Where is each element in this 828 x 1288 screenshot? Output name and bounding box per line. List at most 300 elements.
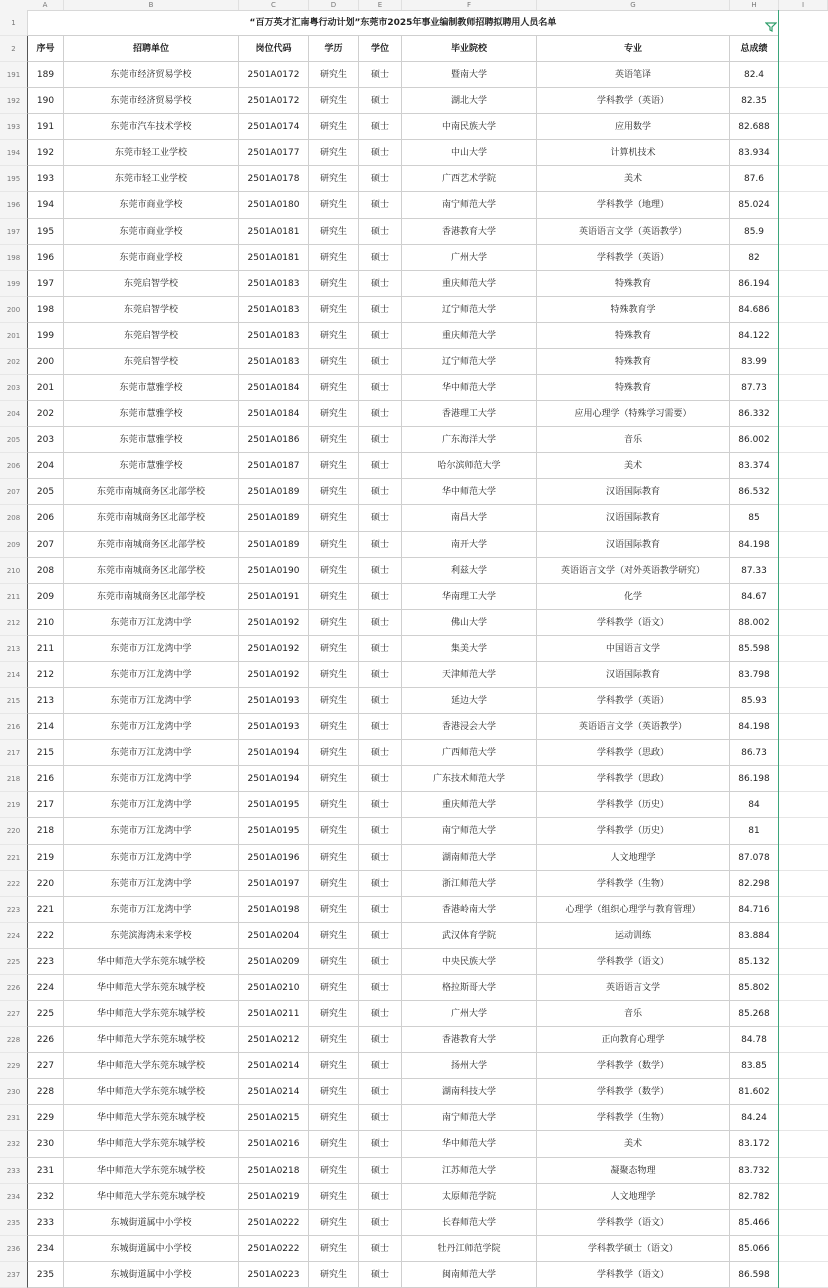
- empty-cell[interactable]: [779, 453, 828, 479]
- education-cell[interactable]: 研究生: [309, 1158, 359, 1184]
- unit-cell[interactable]: 东莞市经济贸易学校: [64, 88, 239, 114]
- post-code-cell[interactable]: 2501A0214: [239, 1079, 309, 1105]
- degree-cell[interactable]: 硕士: [359, 714, 402, 740]
- unit-cell[interactable]: 华中师范大学东莞东城学校: [64, 1184, 239, 1210]
- row-number[interactable]: 207: [0, 479, 27, 505]
- school-cell[interactable]: 香港浸会大学: [402, 714, 537, 740]
- unit-cell[interactable]: 东莞启智学校: [64, 323, 239, 349]
- education-cell[interactable]: 研究生: [309, 1001, 359, 1027]
- score-cell[interactable]: 83.884: [730, 923, 779, 949]
- unit-cell[interactable]: 东莞滨海湾未来学校: [64, 923, 239, 949]
- major-cell[interactable]: 音乐: [537, 427, 730, 453]
- row-number[interactable]: 218: [0, 766, 27, 792]
- row-number[interactable]: 231: [0, 1105, 27, 1131]
- column-letter-e[interactable]: E: [359, 0, 402, 10]
- score-cell[interactable]: 83.732: [730, 1158, 779, 1184]
- score-cell[interactable]: 86.598: [730, 1262, 779, 1288]
- post-code-cell[interactable]: 2501A0195: [239, 818, 309, 844]
- education-cell[interactable]: 研究生: [309, 62, 359, 88]
- score-cell[interactable]: 85: [730, 505, 779, 531]
- score-cell[interactable]: 88.002: [730, 610, 779, 636]
- empty-cell[interactable]: [779, 1131, 828, 1157]
- degree-cell[interactable]: 硕士: [359, 1210, 402, 1236]
- serial-cell[interactable]: 206: [27, 505, 64, 531]
- post-code-cell[interactable]: 2501A0222: [239, 1210, 309, 1236]
- major-cell[interactable]: 英语语言文学（英语教学）: [537, 219, 730, 245]
- major-cell[interactable]: 英语语言文学（英语教学）: [537, 714, 730, 740]
- unit-cell[interactable]: 华中师范大学东莞东城学校: [64, 1001, 239, 1027]
- post-code-cell[interactable]: 2501A0214: [239, 1053, 309, 1079]
- post-code-cell[interactable]: 2501A0204: [239, 923, 309, 949]
- school-cell[interactable]: 佛山大学: [402, 610, 537, 636]
- major-cell[interactable]: 学科教学（语文）: [537, 1262, 730, 1288]
- empty-cell[interactable]: [779, 897, 828, 923]
- empty-cell[interactable]: [779, 245, 828, 271]
- education-cell[interactable]: 研究生: [309, 114, 359, 140]
- degree-cell[interactable]: 硕士: [359, 219, 402, 245]
- score-cell[interactable]: 86.198: [730, 766, 779, 792]
- unit-cell[interactable]: 东莞市万江龙湾中学: [64, 792, 239, 818]
- column-header-major[interactable]: 专业: [537, 36, 730, 62]
- serial-cell[interactable]: 228: [27, 1079, 64, 1105]
- unit-cell[interactable]: 华中师范大学东莞东城学校: [64, 1105, 239, 1131]
- post-code-cell[interactable]: 2501A0192: [239, 662, 309, 688]
- serial-cell[interactable]: 224: [27, 975, 64, 1001]
- sheet-title[interactable]: “百万英才汇南粤行动计划”东莞市2025年事业编制教师招聘拟聘用人员名单: [27, 10, 779, 36]
- unit-cell[interactable]: 华中师范大学东莞东城学校: [64, 1131, 239, 1157]
- unit-cell[interactable]: 东莞市万江龙湾中学: [64, 636, 239, 662]
- school-cell[interactable]: 江苏师范大学: [402, 1158, 537, 1184]
- education-cell[interactable]: 研究生: [309, 818, 359, 844]
- row-number[interactable]: 203: [0, 375, 27, 401]
- education-cell[interactable]: 研究生: [309, 349, 359, 375]
- serial-cell[interactable]: 211: [27, 636, 64, 662]
- empty-cell[interactable]: [779, 192, 828, 218]
- major-cell[interactable]: 特殊教育: [537, 375, 730, 401]
- post-code-cell[interactable]: 2501A0195: [239, 792, 309, 818]
- row-number[interactable]: 201: [0, 323, 27, 349]
- score-cell[interactable]: 84: [730, 792, 779, 818]
- empty-cell[interactable]: [779, 1236, 828, 1262]
- serial-cell[interactable]: 222: [27, 923, 64, 949]
- major-cell[interactable]: 学科教学（生物）: [537, 1105, 730, 1131]
- row-number[interactable]: 214: [0, 662, 27, 688]
- major-cell[interactable]: 计算机技术: [537, 140, 730, 166]
- unit-cell[interactable]: 东莞市商业学校: [64, 245, 239, 271]
- school-cell[interactable]: 格拉斯哥大学: [402, 975, 537, 1001]
- score-cell[interactable]: 83.85: [730, 1053, 779, 1079]
- row-number[interactable]: 209: [0, 532, 27, 558]
- degree-cell[interactable]: 硕士: [359, 427, 402, 453]
- degree-cell[interactable]: 硕士: [359, 505, 402, 531]
- degree-cell[interactable]: 硕士: [359, 584, 402, 610]
- serial-cell[interactable]: 232: [27, 1184, 64, 1210]
- score-cell[interactable]: 82.298: [730, 871, 779, 897]
- serial-cell[interactable]: 202: [27, 401, 64, 427]
- degree-cell[interactable]: 硕士: [359, 88, 402, 114]
- row-number[interactable]: 226: [0, 975, 27, 1001]
- empty-cell[interactable]: [779, 479, 828, 505]
- degree-cell[interactable]: 硕士: [359, 62, 402, 88]
- major-cell[interactable]: 学科教学（历史）: [537, 792, 730, 818]
- education-cell[interactable]: 研究生: [309, 714, 359, 740]
- unit-cell[interactable]: 东莞市轻工业学校: [64, 166, 239, 192]
- school-cell[interactable]: 太原师范学院: [402, 1184, 537, 1210]
- major-cell[interactable]: 正向教育心理学: [537, 1027, 730, 1053]
- education-cell[interactable]: 研究生: [309, 740, 359, 766]
- school-cell[interactable]: 广东技术师范大学: [402, 766, 537, 792]
- column-letter-g[interactable]: G: [537, 0, 730, 10]
- row-number[interactable]: 217: [0, 740, 27, 766]
- column-header-unit[interactable]: 招聘单位: [64, 36, 239, 62]
- unit-cell[interactable]: 东莞市万江龙湾中学: [64, 740, 239, 766]
- empty-cell[interactable]: [779, 62, 828, 88]
- empty-cell[interactable]: [779, 1105, 828, 1131]
- major-cell[interactable]: 英语语言文学: [537, 975, 730, 1001]
- education-cell[interactable]: 研究生: [309, 975, 359, 1001]
- major-cell[interactable]: 英语语言文学（对外英语教学研究）: [537, 558, 730, 584]
- degree-cell[interactable]: 硕士: [359, 871, 402, 897]
- column-letter-i[interactable]: I: [779, 0, 828, 10]
- post-code-cell[interactable]: 2501A0186: [239, 427, 309, 453]
- column-header-score[interactable]: 总成绩: [730, 36, 779, 62]
- school-cell[interactable]: 哈尔滨师范大学: [402, 453, 537, 479]
- degree-cell[interactable]: 硕士: [359, 923, 402, 949]
- serial-cell[interactable]: 200: [27, 349, 64, 375]
- score-cell[interactable]: 84.122: [730, 323, 779, 349]
- post-code-cell[interactable]: 2501A0212: [239, 1027, 309, 1053]
- major-cell[interactable]: 学科教学（语文）: [537, 949, 730, 975]
- degree-cell[interactable]: 硕士: [359, 688, 402, 714]
- empty-cell[interactable]: [779, 923, 828, 949]
- column-header-serial[interactable]: 序号: [27, 36, 64, 62]
- degree-cell[interactable]: 硕士: [359, 1236, 402, 1262]
- school-cell[interactable]: 湖北大学: [402, 88, 537, 114]
- score-cell[interactable]: 85.132: [730, 949, 779, 975]
- score-cell[interactable]: 84.198: [730, 532, 779, 558]
- school-cell[interactable]: 广东海洋大学: [402, 427, 537, 453]
- degree-cell[interactable]: 硕士: [359, 114, 402, 140]
- post-code-cell[interactable]: 2501A0193: [239, 714, 309, 740]
- education-cell[interactable]: 研究生: [309, 584, 359, 610]
- education-cell[interactable]: 研究生: [309, 271, 359, 297]
- row-number[interactable]: 229: [0, 1053, 27, 1079]
- unit-cell[interactable]: 东莞市万江龙湾中学: [64, 688, 239, 714]
- row-number[interactable]: 208: [0, 505, 27, 531]
- score-cell[interactable]: 82.35: [730, 88, 779, 114]
- serial-cell[interactable]: 220: [27, 871, 64, 897]
- column-letter-f[interactable]: F: [402, 0, 537, 10]
- major-cell[interactable]: 学科教学（数学）: [537, 1053, 730, 1079]
- empty-cell[interactable]: [779, 1001, 828, 1027]
- empty-cell[interactable]: [779, 219, 828, 245]
- unit-cell[interactable]: 东莞市万江龙湾中学: [64, 714, 239, 740]
- major-cell[interactable]: 音乐: [537, 1001, 730, 1027]
- empty-cell[interactable]: [779, 166, 828, 192]
- score-cell[interactable]: 83.934: [730, 140, 779, 166]
- serial-cell[interactable]: 196: [27, 245, 64, 271]
- serial-cell[interactable]: 190: [27, 88, 64, 114]
- filter-icon[interactable]: [765, 22, 777, 32]
- major-cell[interactable]: 学科教学（语文）: [537, 610, 730, 636]
- empty-cell[interactable]: [779, 1210, 828, 1236]
- education-cell[interactable]: 研究生: [309, 88, 359, 114]
- row-number[interactable]: 206: [0, 453, 27, 479]
- serial-cell[interactable]: 195: [27, 219, 64, 245]
- degree-cell[interactable]: 硕士: [359, 792, 402, 818]
- unit-cell[interactable]: 东莞市慧雅学校: [64, 427, 239, 453]
- school-cell[interactable]: 华中师范大学: [402, 375, 537, 401]
- row-number[interactable]: 197: [0, 219, 27, 245]
- school-cell[interactable]: 牡丹江师范学院: [402, 1236, 537, 1262]
- post-code-cell[interactable]: 2501A0197: [239, 871, 309, 897]
- major-cell[interactable]: 汉语国际教育: [537, 532, 730, 558]
- unit-cell[interactable]: 华中师范大学东莞东城学校: [64, 1158, 239, 1184]
- serial-cell[interactable]: 212: [27, 662, 64, 688]
- score-cell[interactable]: 84.67: [730, 584, 779, 610]
- school-cell[interactable]: 中南民族大学: [402, 114, 537, 140]
- degree-cell[interactable]: 硕士: [359, 297, 402, 323]
- education-cell[interactable]: 研究生: [309, 662, 359, 688]
- serial-cell[interactable]: 223: [27, 949, 64, 975]
- score-cell[interactable]: 82.4: [730, 62, 779, 88]
- row-number[interactable]: 210: [0, 558, 27, 584]
- serial-cell[interactable]: 198: [27, 297, 64, 323]
- degree-cell[interactable]: 硕士: [359, 1053, 402, 1079]
- row-number[interactable]: 235: [0, 1210, 27, 1236]
- major-cell[interactable]: 人文地理学: [537, 845, 730, 871]
- education-cell[interactable]: 研究生: [309, 479, 359, 505]
- unit-cell[interactable]: 东莞市慧雅学校: [64, 453, 239, 479]
- degree-cell[interactable]: 硕士: [359, 766, 402, 792]
- score-cell[interactable]: 84.24: [730, 1105, 779, 1131]
- education-cell[interactable]: 研究生: [309, 845, 359, 871]
- degree-cell[interactable]: 硕士: [359, 166, 402, 192]
- score-cell[interactable]: 86.532: [730, 479, 779, 505]
- empty-cell[interactable]: [779, 297, 828, 323]
- education-cell[interactable]: 研究生: [309, 532, 359, 558]
- row-number[interactable]: 194: [0, 140, 27, 166]
- unit-cell[interactable]: 东莞市万江龙湾中学: [64, 845, 239, 871]
- empty-cell[interactable]: [779, 36, 828, 62]
- serial-cell[interactable]: 207: [27, 532, 64, 558]
- post-code-cell[interactable]: 2501A0174: [239, 114, 309, 140]
- degree-cell[interactable]: 硕士: [359, 1027, 402, 1053]
- degree-cell[interactable]: 硕士: [359, 1131, 402, 1157]
- column-letter-c[interactable]: C: [239, 0, 309, 10]
- row-number[interactable]: 198: [0, 245, 27, 271]
- row-number[interactable]: 192: [0, 88, 27, 114]
- column-letter-d[interactable]: D: [309, 0, 359, 10]
- unit-cell[interactable]: 东莞市万江龙湾中学: [64, 897, 239, 923]
- school-cell[interactable]: 浙江师范大学: [402, 871, 537, 897]
- education-cell[interactable]: 研究生: [309, 949, 359, 975]
- serial-cell[interactable]: 225: [27, 1001, 64, 1027]
- score-cell[interactable]: 84.686: [730, 297, 779, 323]
- major-cell[interactable]: 美术: [537, 1131, 730, 1157]
- post-code-cell[interactable]: 2501A0172: [239, 62, 309, 88]
- school-cell[interactable]: 辽宁师范大学: [402, 349, 537, 375]
- school-cell[interactable]: 中央民族大学: [402, 949, 537, 975]
- serial-cell[interactable]: 189: [27, 62, 64, 88]
- education-cell[interactable]: 研究生: [309, 1210, 359, 1236]
- school-cell[interactable]: 重庆师范大学: [402, 792, 537, 818]
- row-number[interactable]: 2: [0, 36, 27, 62]
- post-code-cell[interactable]: 2501A0222: [239, 1236, 309, 1262]
- degree-cell[interactable]: 硕士: [359, 975, 402, 1001]
- major-cell[interactable]: 美术: [537, 453, 730, 479]
- post-code-cell[interactable]: 2501A0210: [239, 975, 309, 1001]
- empty-cell[interactable]: [779, 766, 828, 792]
- serial-cell[interactable]: 226: [27, 1027, 64, 1053]
- major-cell[interactable]: 特殊教育: [537, 323, 730, 349]
- education-cell[interactable]: 研究生: [309, 192, 359, 218]
- score-cell[interactable]: 83.798: [730, 662, 779, 688]
- school-cell[interactable]: 广西艺术学院: [402, 166, 537, 192]
- score-cell[interactable]: 86.002: [730, 427, 779, 453]
- column-header-school[interactable]: 毕业院校: [402, 36, 537, 62]
- school-cell[interactable]: 延边大学: [402, 688, 537, 714]
- degree-cell[interactable]: 硕士: [359, 375, 402, 401]
- unit-cell[interactable]: 华中师范大学东莞东城学校: [64, 1027, 239, 1053]
- empty-cell[interactable]: [779, 1184, 828, 1210]
- major-cell[interactable]: 学科教学（历史）: [537, 818, 730, 844]
- degree-cell[interactable]: 硕士: [359, 453, 402, 479]
- score-cell[interactable]: 84.198: [730, 714, 779, 740]
- score-cell[interactable]: 83.172: [730, 1131, 779, 1157]
- major-cell[interactable]: 凝聚态物理: [537, 1158, 730, 1184]
- empty-cell[interactable]: [779, 714, 828, 740]
- serial-cell[interactable]: 227: [27, 1053, 64, 1079]
- education-cell[interactable]: 研究生: [309, 558, 359, 584]
- empty-cell[interactable]: [779, 140, 828, 166]
- empty-cell[interactable]: [779, 1158, 828, 1184]
- serial-cell[interactable]: 213: [27, 688, 64, 714]
- education-cell[interactable]: 研究生: [309, 1131, 359, 1157]
- row-number[interactable]: 221: [0, 845, 27, 871]
- major-cell[interactable]: 化学: [537, 584, 730, 610]
- major-cell[interactable]: 运动训练: [537, 923, 730, 949]
- row-number[interactable]: 204: [0, 401, 27, 427]
- degree-cell[interactable]: 硕士: [359, 271, 402, 297]
- column-letter-h[interactable]: H: [730, 0, 779, 10]
- degree-cell[interactable]: 硕士: [359, 662, 402, 688]
- school-cell[interactable]: 香港岭南大学: [402, 897, 537, 923]
- post-code-cell[interactable]: 2501A0183: [239, 323, 309, 349]
- education-cell[interactable]: 研究生: [309, 1262, 359, 1288]
- post-code-cell[interactable]: 2501A0215: [239, 1105, 309, 1131]
- empty-cell[interactable]: [779, 323, 828, 349]
- school-cell[interactable]: 集美大学: [402, 636, 537, 662]
- post-code-cell[interactable]: 2501A0183: [239, 349, 309, 375]
- degree-cell[interactable]: 硕士: [359, 349, 402, 375]
- unit-cell[interactable]: 华中师范大学东莞东城学校: [64, 1053, 239, 1079]
- major-cell[interactable]: 特殊教育学: [537, 297, 730, 323]
- score-cell[interactable]: 87.078: [730, 845, 779, 871]
- column-header-post-code[interactable]: 岗位代码: [239, 36, 309, 62]
- post-code-cell[interactable]: 2501A0189: [239, 479, 309, 505]
- score-cell[interactable]: 87.73: [730, 375, 779, 401]
- school-cell[interactable]: 华中师范大学: [402, 1131, 537, 1157]
- degree-cell[interactable]: 硕士: [359, 818, 402, 844]
- education-cell[interactable]: 研究生: [309, 1027, 359, 1053]
- post-code-cell[interactable]: 2501A0172: [239, 88, 309, 114]
- empty-cell[interactable]: [779, 1027, 828, 1053]
- education-cell[interactable]: 研究生: [309, 297, 359, 323]
- empty-cell[interactable]: [779, 114, 828, 140]
- post-code-cell[interactable]: 2501A0184: [239, 401, 309, 427]
- row-number[interactable]: 233: [0, 1158, 27, 1184]
- school-cell[interactable]: 香港理工大学: [402, 401, 537, 427]
- empty-cell[interactable]: [779, 610, 828, 636]
- empty-cell[interactable]: [779, 871, 828, 897]
- school-cell[interactable]: 扬州大学: [402, 1053, 537, 1079]
- score-cell[interactable]: 86.73: [730, 740, 779, 766]
- degree-cell[interactable]: 硕士: [359, 479, 402, 505]
- degree-cell[interactable]: 硕士: [359, 401, 402, 427]
- post-code-cell[interactable]: 2501A0191: [239, 584, 309, 610]
- education-cell[interactable]: 研究生: [309, 166, 359, 192]
- score-cell[interactable]: 85.9: [730, 219, 779, 245]
- education-cell[interactable]: 研究生: [309, 610, 359, 636]
- post-code-cell[interactable]: 2501A0178: [239, 166, 309, 192]
- score-cell[interactable]: 85.024: [730, 192, 779, 218]
- unit-cell[interactable]: 东莞市南城商务区北部学校: [64, 479, 239, 505]
- empty-cell[interactable]: [779, 271, 828, 297]
- school-cell[interactable]: 中山大学: [402, 140, 537, 166]
- major-cell[interactable]: 特殊教育: [537, 271, 730, 297]
- major-cell[interactable]: 汉语国际教育: [537, 662, 730, 688]
- post-code-cell[interactable]: 2501A0183: [239, 271, 309, 297]
- education-cell[interactable]: 研究生: [309, 688, 359, 714]
- education-cell[interactable]: 研究生: [309, 140, 359, 166]
- education-cell[interactable]: 研究生: [309, 923, 359, 949]
- post-code-cell[interactable]: 2501A0177: [239, 140, 309, 166]
- serial-cell[interactable]: 234: [27, 1236, 64, 1262]
- major-cell[interactable]: 学科教学（英语）: [537, 245, 730, 271]
- serial-cell[interactable]: 231: [27, 1158, 64, 1184]
- school-cell[interactable]: 湖南师范大学: [402, 845, 537, 871]
- empty-cell[interactable]: [779, 558, 828, 584]
- row-number[interactable]: 232: [0, 1131, 27, 1157]
- score-cell[interactable]: 83.374: [730, 453, 779, 479]
- education-cell[interactable]: 研究生: [309, 1105, 359, 1131]
- degree-cell[interactable]: 硕士: [359, 1262, 402, 1288]
- unit-cell[interactable]: 东莞市轻工业学校: [64, 140, 239, 166]
- education-cell[interactable]: 研究生: [309, 1236, 359, 1262]
- empty-cell[interactable]: [779, 1079, 828, 1105]
- post-code-cell[interactable]: 2501A0183: [239, 297, 309, 323]
- education-cell[interactable]: 研究生: [309, 245, 359, 271]
- post-code-cell[interactable]: 2501A0181: [239, 219, 309, 245]
- major-cell[interactable]: 学科教学（地理）: [537, 192, 730, 218]
- empty-cell[interactable]: [779, 949, 828, 975]
- row-number[interactable]: 216: [0, 714, 27, 740]
- empty-cell[interactable]: [779, 584, 828, 610]
- empty-cell[interactable]: [779, 375, 828, 401]
- major-cell[interactable]: 中国语言文学: [537, 636, 730, 662]
- row-number[interactable]: 236: [0, 1236, 27, 1262]
- major-cell[interactable]: 特殊教育: [537, 349, 730, 375]
- serial-cell[interactable]: 197: [27, 271, 64, 297]
- score-cell[interactable]: 85.598: [730, 636, 779, 662]
- row-number[interactable]: 228: [0, 1027, 27, 1053]
- row-number[interactable]: 215: [0, 688, 27, 714]
- education-cell[interactable]: 研究生: [309, 427, 359, 453]
- school-cell[interactable]: 闽南师范大学: [402, 1262, 537, 1288]
- degree-cell[interactable]: 硕士: [359, 245, 402, 271]
- row-number[interactable]: 196: [0, 192, 27, 218]
